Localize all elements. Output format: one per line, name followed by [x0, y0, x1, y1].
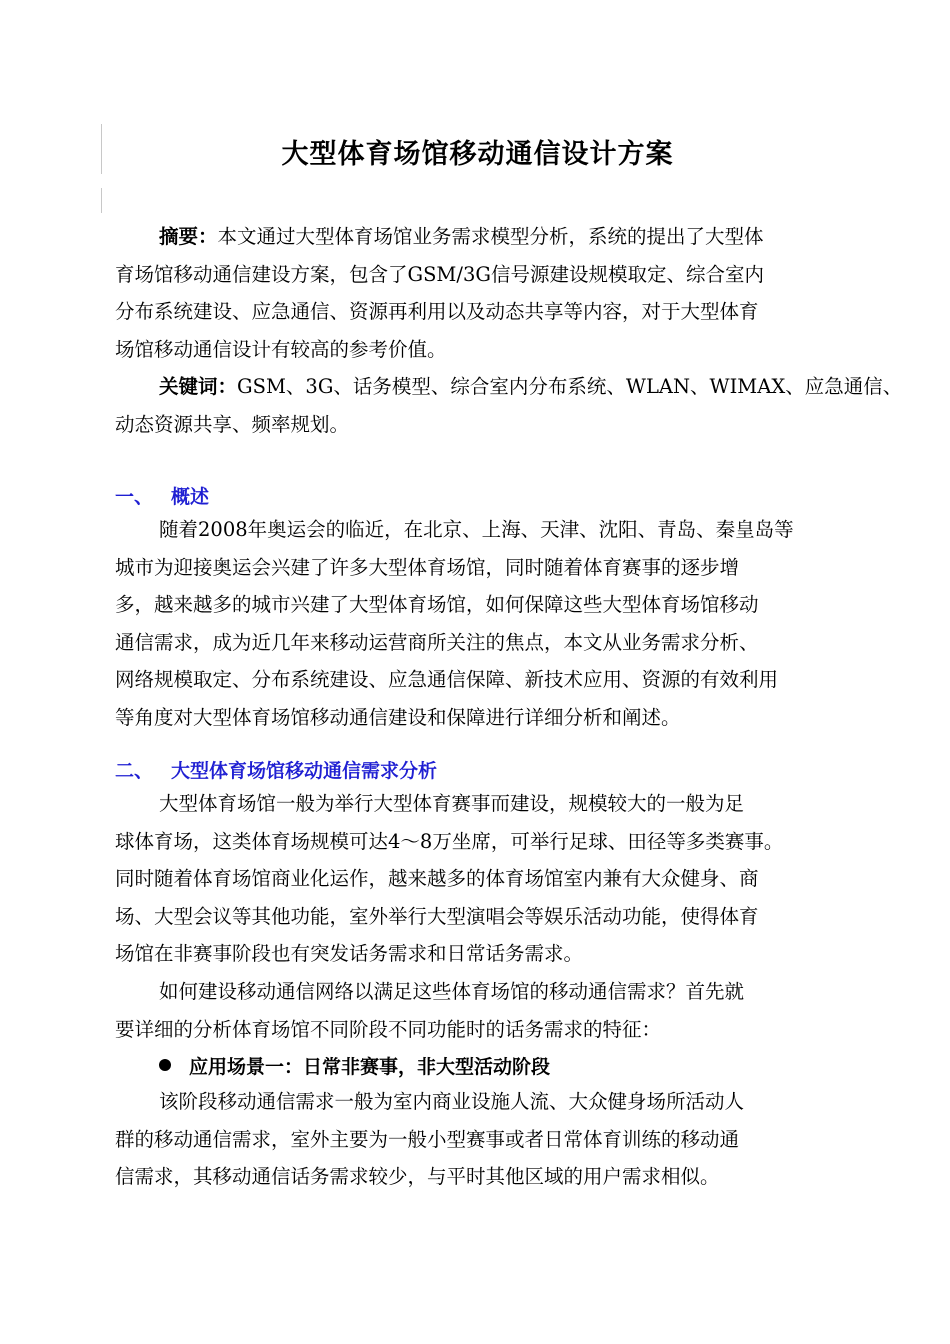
keywords-paragraph — [115, 368, 903, 443]
scenario-paragraph — [115, 1083, 840, 1196]
margin-marker-bottom — [101, 188, 102, 213]
body-line: 要详细的分析体育场馆不同阶段不同功能时的话务需求的特征： — [115, 1017, 662, 1041]
body-line: 场、大型会议等其他功能，室外举行大型演唱会等娱乐活动功能，使得体育 — [115, 904, 759, 928]
question-paragraph — [115, 973, 840, 1048]
section-heading-1 — [115, 482, 840, 509]
section-title: 概述 — [171, 486, 210, 508]
body-line: 该阶段移动通信需求一般为室内商业设施人流、大众健身场所活动人 — [159, 1090, 745, 1113]
abstract-label: 摘要： — [159, 225, 218, 248]
body-line: 城市为迎接奥运会兴建了许多大型体育场馆，同时随着体育赛事的逐步增 — [115, 555, 740, 579]
body-line: 多，越来越多的城市兴建了大型体育场馆，如何保障这些大型体育场馆移动 — [115, 593, 759, 617]
body-line: 同时随着体育场馆商业化运作，越来越多的体育场馆室内兼有大众健身、商 — [115, 867, 759, 891]
body-line: 如何建设移动通信网络以满足这些体育场馆的移动通信需求？首先就 — [159, 980, 745, 1003]
body-line: 等角度对大型体育场馆移动通信建设和保障进行详细分析和阐述。 — [115, 705, 681, 729]
requirements-paragraph — [115, 785, 840, 973]
abstract-line: 分布系统建设、应急通信、资源再利用以及动态共享等内容，对于大型体育 — [115, 300, 759, 324]
abstract-paragraph — [115, 218, 840, 368]
abstract-line: 育场馆移动通信建设方案，包含了GSM/3G信号源建设规模取定、综合室内 — [115, 262, 764, 286]
abstract-line: 摘要：本文通过大型体育场馆业务需求模型分析，系统的提出了大型体 — [159, 225, 764, 248]
body-line: 球体育场，这类体育场规模可达4～8万坐席，可举行足球、田径等多类赛事。 — [115, 829, 784, 853]
overview-paragraph — [115, 511, 840, 737]
bullet-icon — [159, 1059, 171, 1071]
body-line: 网络规模取定、分布系统建设、应急通信保障、新技术应用、资源的有效利用 — [115, 668, 779, 692]
keywords-line: 关键词：GSM、3G、话务模型、综合室内分布系统、WLAN、WIMAX、应急通信、 — [159, 375, 903, 398]
body-line: 通信需求，成为近几年来移动运营商所关注的焦点，本文从业务需求分析、 — [115, 630, 759, 654]
section-number: 一、 — [115, 486, 154, 508]
margin-marker-top — [101, 124, 102, 174]
body-line: 信需求，其移动通信话务需求较少，与平时其他区域的用户需求相似。 — [115, 1165, 720, 1189]
body-line: 场馆在非赛事阶段也有突发话务需求和日常话务需求。 — [115, 942, 584, 966]
body-line: 随着2008年奥运会的临近，在北京、上海、天津、沈阳、青岛、秦皇岛等 — [159, 518, 794, 541]
body-line: 大型体育场馆一般为举行大型体育赛事而建设，规模较大的一般为足 — [159, 792, 745, 815]
section-title: 大型体育场馆移动通信需求分析 — [171, 760, 438, 782]
body-line: 群的移动通信需求，室外主要为一般小型赛事或者日常体育训练的移动通 — [115, 1127, 740, 1151]
scenario-bullet — [159, 1052, 550, 1079]
abstract-line: 场馆移动通信设计有较高的参考价值。 — [115, 337, 447, 361]
scenario-title: 应用场景一：日常非赛事，非大型活动阶段 — [189, 1056, 551, 1078]
keywords-line: 动态资源共享、频率规划。 — [115, 412, 350, 436]
section-number: 二、 — [115, 760, 154, 782]
section-heading-2 — [115, 756, 840, 783]
document-title: 大型体育场馆移动通信设计方案 — [281, 139, 674, 170]
keywords-label: 关键词： — [159, 375, 238, 398]
